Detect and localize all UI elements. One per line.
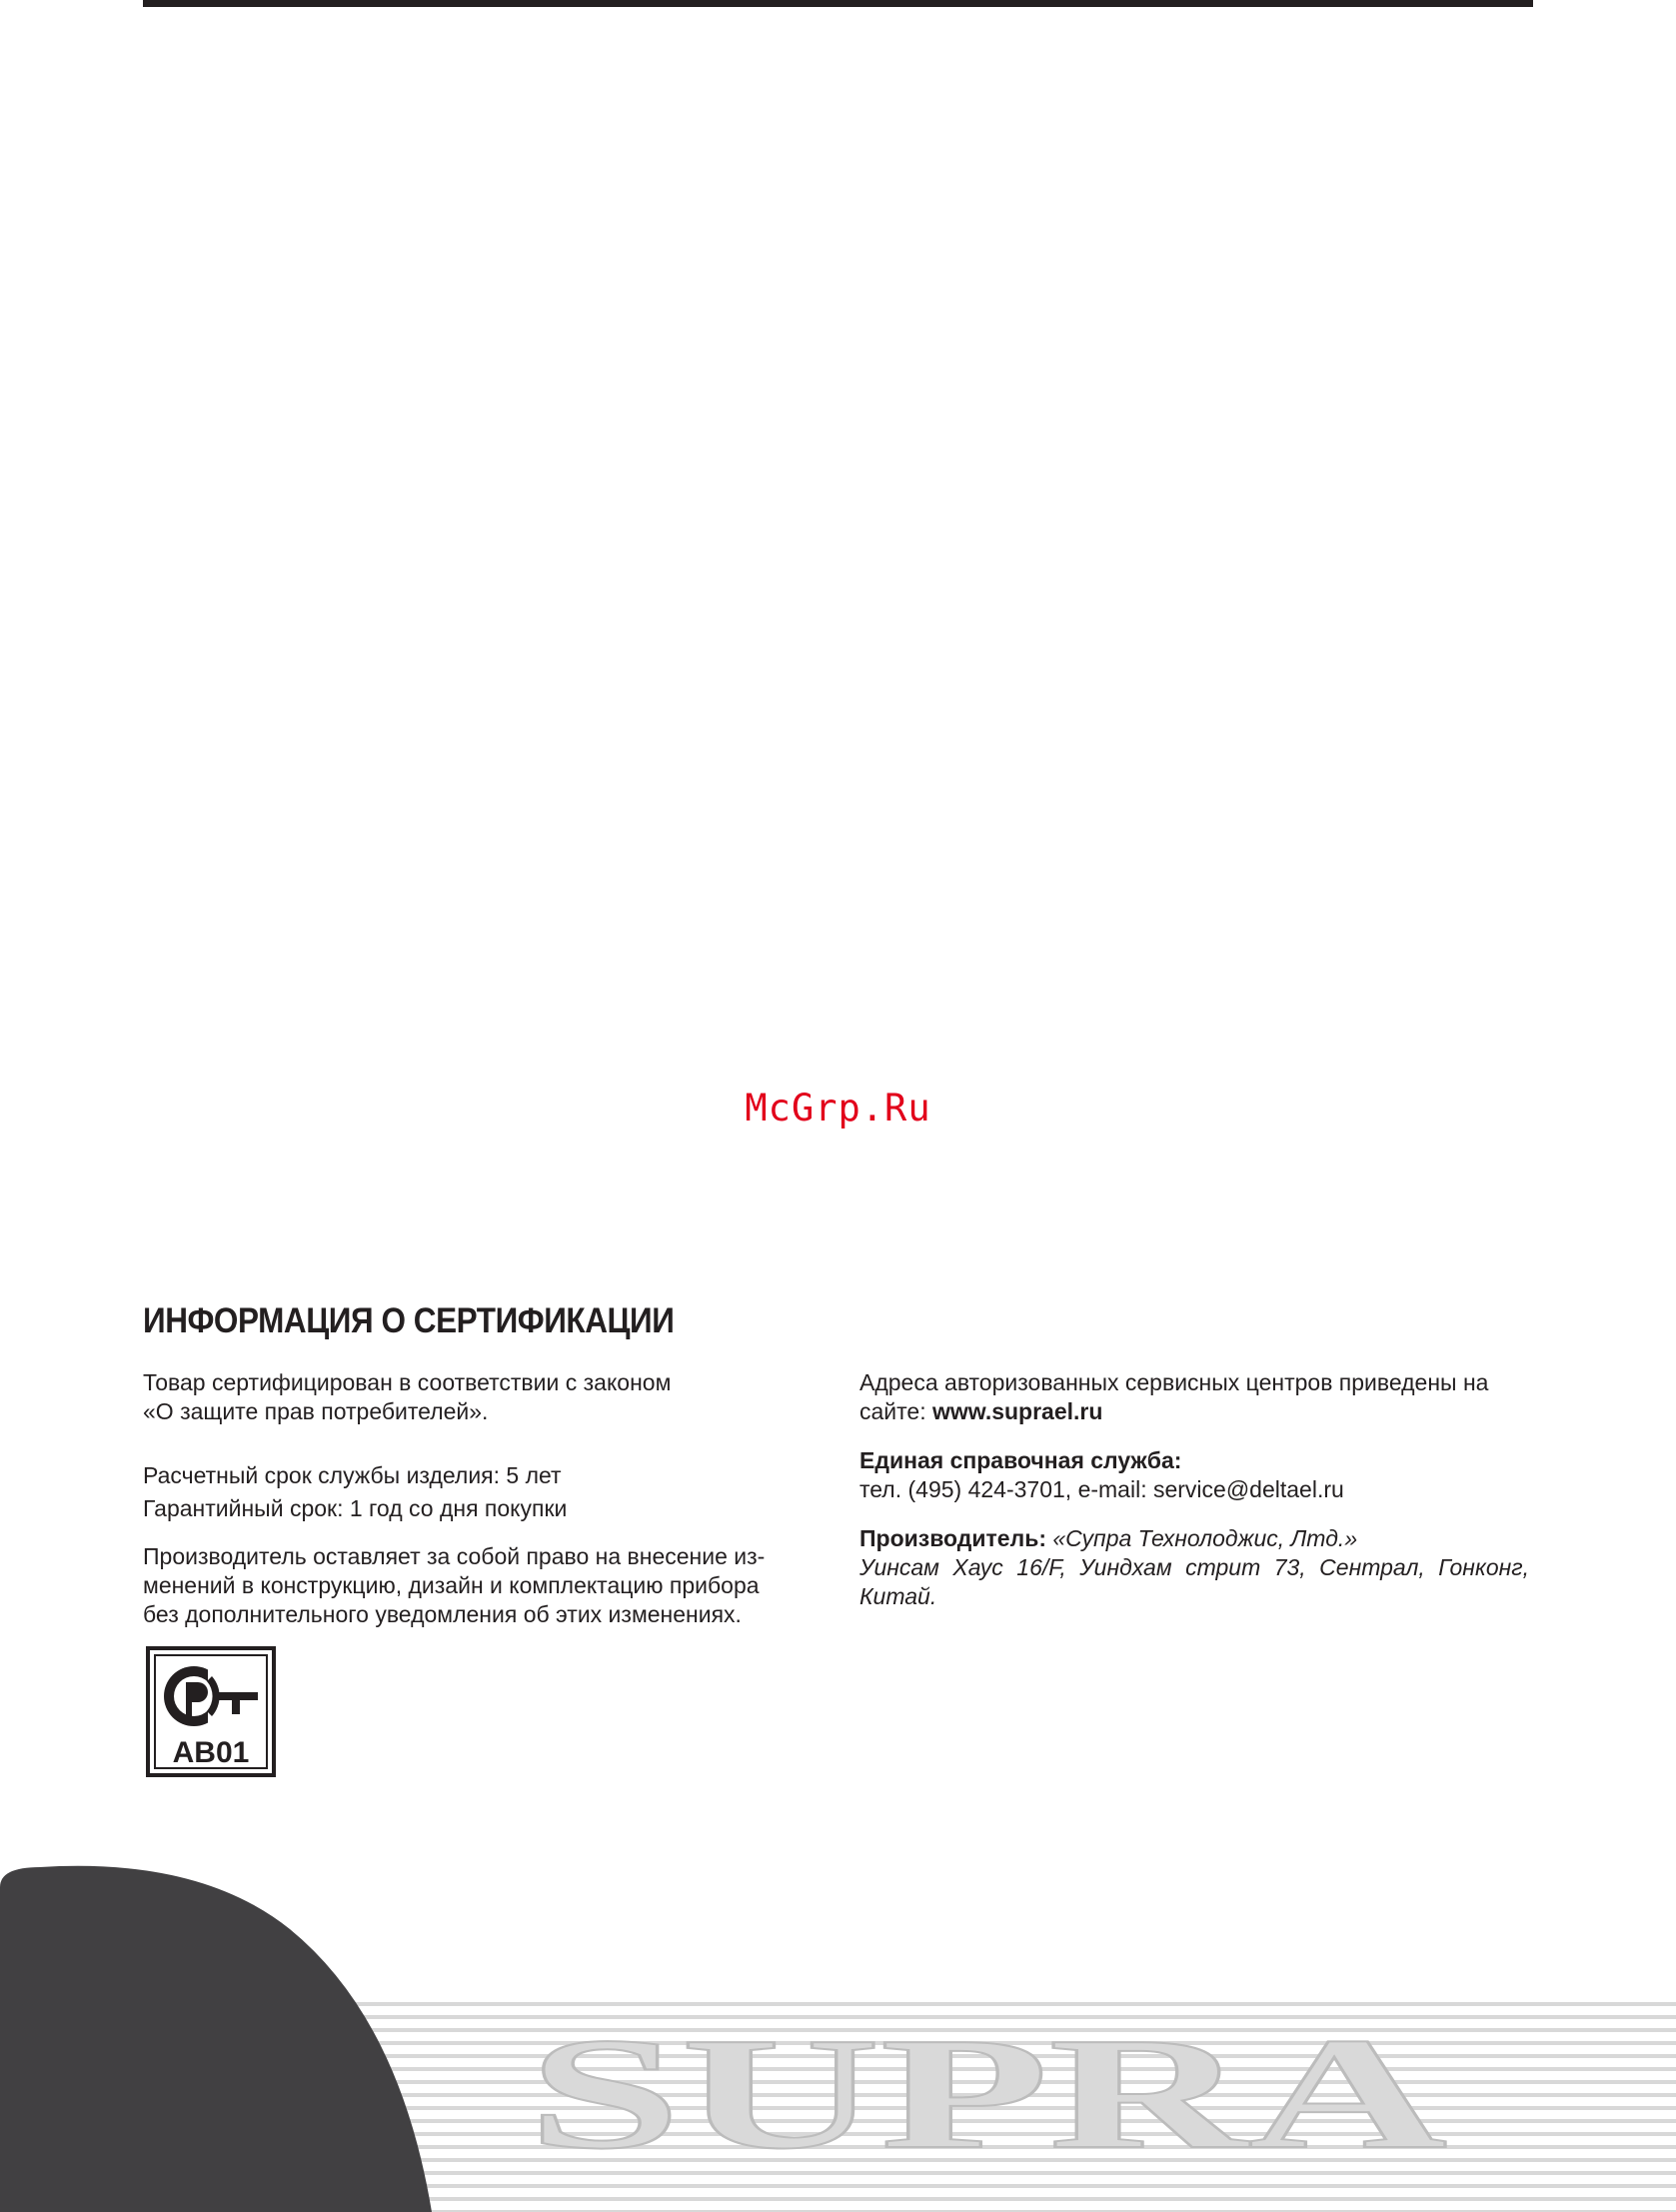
changes-line-1: Производитель оставляет за собой право на внесение из- xyxy=(143,1543,766,1569)
manufacturer-name: «Супра Технолоджис, Лтд.» xyxy=(1052,1525,1358,1551)
mark-code: АВ01 xyxy=(172,1736,250,1769)
brand-stripe xyxy=(340,2197,1676,2201)
manufacturer-label: Производитель: xyxy=(859,1525,1046,1551)
centers-line-1: Адреса авторизованных сервисных центров приведены на xyxy=(859,1369,1489,1395)
certification-heading: ИНФОРМАЦИЯ О СЕРТИФИКАЦИИ xyxy=(143,1301,675,1340)
watermark-text[interactable]: McGrp.Ru xyxy=(745,1087,931,1129)
manufacturer-address: Уинсам Хаус 16/F, Уиндхам стрит 73, Сентрал, Гонконг, Китай. xyxy=(859,1554,1529,1609)
certified-line-1: Товар сертифицирован в соответствии с законом xyxy=(143,1369,672,1395)
certified-line-2: «О защите прав потребителей». xyxy=(143,1398,489,1424)
brand-logo: SUPRA xyxy=(528,2004,1447,2182)
service-life: Расчетный срок службы изделия: 5 лет xyxy=(143,1462,562,1488)
centers-line-2-prefix: сайте: xyxy=(859,1398,932,1424)
brand-stripe xyxy=(340,2184,1676,2188)
changes-line-3: без дополнительного уведомления об этих изменениях. xyxy=(143,1601,742,1627)
changes-line-2: менений в конструкцию, дизайн и комплектацию прибора xyxy=(143,1572,760,1598)
helpdesk-label: Единая справочная служба: xyxy=(859,1447,1182,1473)
warranty-term: Гарантийный срок: 1 год со дня покупки xyxy=(143,1495,568,1521)
helpdesk-contacts: тел. (495) 424-3701, e-mail: service@deltael.ru xyxy=(859,1476,1344,1502)
website-link[interactable]: www.suprael.ru xyxy=(932,1398,1103,1424)
